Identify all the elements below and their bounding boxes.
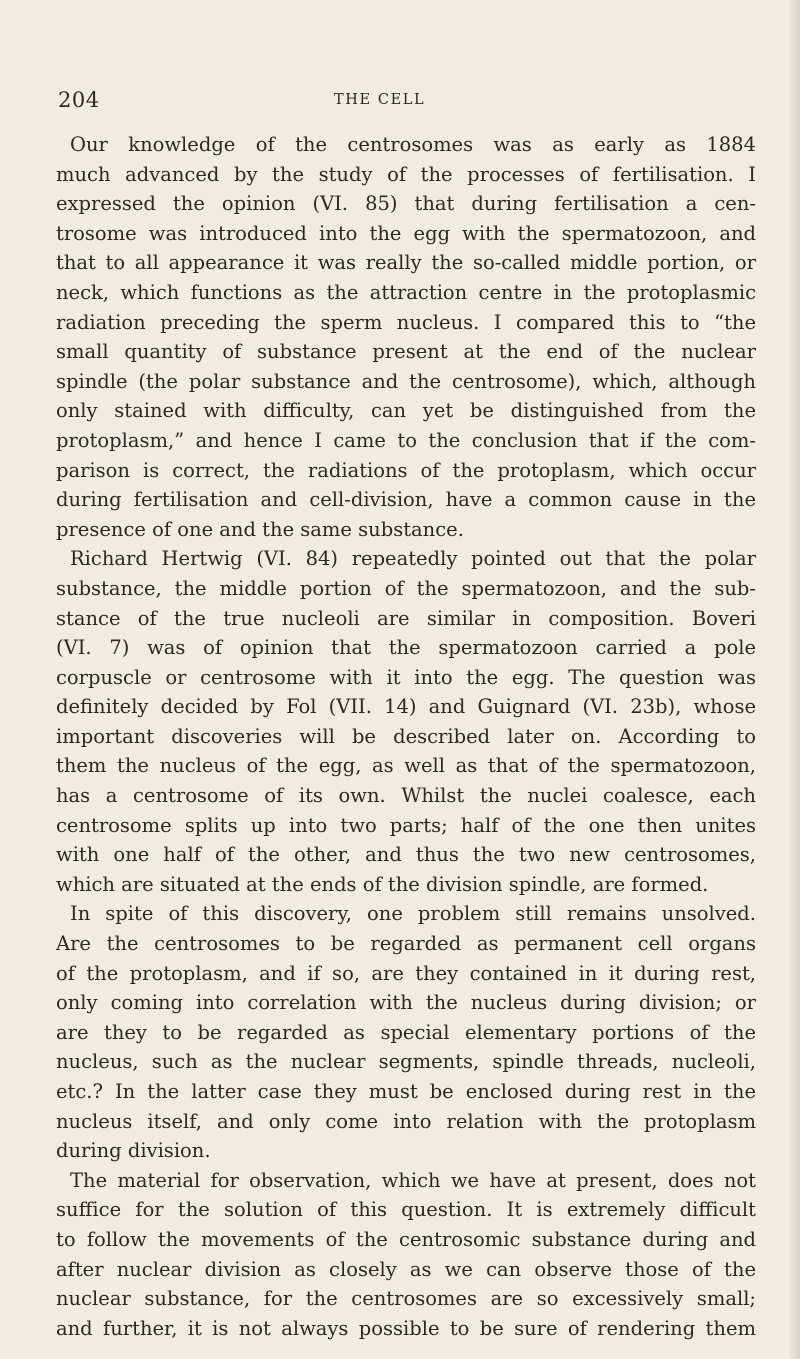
text-line: has a centrosome of its own. Whilst the nuclei coalesce, each [56,784,756,808]
text-line: to follow the movements of the centrosomic substance during and [56,1227,756,1251]
text-line: during division. [56,1139,211,1163]
page-number: 204 [58,88,100,112]
running-head: THE CELL [334,92,426,108]
text-line: expressed the opinion (VI. 85) that during fertilisation a cen- [56,192,756,216]
text-line: nuclear substance, for the centrosomes are so excessively small; [56,1287,756,1311]
text-line: them the nucleus of the egg, as well as that of the spermatozoon, [56,754,756,778]
text-line: trosome was introduced into the egg with the spermatozoon, and [56,221,756,245]
text-line: nucleus itself, and only come into relation with the protoplasm [56,1109,756,1133]
text-line: during fertilisation and cell-division, have a common cause in the [56,488,756,512]
text-line: parison is correct, the radiations of the protoplasm, which occur [56,458,756,482]
text-line: after nuclear division as closely as we can observe those of the [56,1257,756,1281]
text-line: are they to be regarded as special elementary portions of the [56,1020,756,1044]
text-line: centrosome splits up into two parts; half of the one then unites [56,813,756,837]
text-line: stance of the true nucleoli are similar in composition. Boveri [56,606,756,630]
text-line: Richard Hertwig (VI. 84) repeatedly pointed out that the polar [70,547,756,571]
text-line: suffice for the solution of this question. It is extremely difficult [56,1198,756,1222]
text-line: small quantity of substance present at the end of the nuclear [56,340,756,364]
text-line: nucleus, such as the nuclear segments, spindle threads, nucleoli, [56,1050,756,1074]
text-line: important discoveries will be described later on. According to [56,724,756,748]
text-line: (VI. 7) was of opinion that the spermatozoon carried a pole [56,636,756,660]
text-line: etc.? In the latter case they must be enclosed during rest in the [56,1080,756,1103]
text-line: that to all appearance it was really the so-called middle portion, or [56,251,756,275]
text-line: with one half of the other, and thus the two new centrosomes, [56,843,756,867]
text-line: spindle (the polar substance and the centrosome), which, although [56,369,756,393]
text-line: radiation preceding the sperm nucleus. I compared this to “the [56,310,756,334]
text-line: corpuscle or centrosome with it into the egg. The question was [56,665,756,689]
text-line: and further, it is not always possible to be sure of rendering them [56,1316,756,1340]
text-line: only coming into correlation with the nucleus during division; or [56,991,756,1015]
text-line: substance, the middle portion of the spermatozoon, and the sub- [56,576,756,600]
text-line: In spite of this discovery, one problem still remains unsolved. [70,902,756,926]
text-line: only stained with difficulty, can yet be distinguished from the [56,399,756,423]
text-line: definitely decided by Fol (VII. 14) and Guignard (VI. 23b), whose [56,695,756,719]
page-edge-shadow [788,0,800,1359]
text-line: The material for observation, which we have at present, does not [70,1168,756,1192]
text-line: Our knowledge of the centrosomes was as early as 1884 [70,133,756,156]
text-line: protoplasm,” and hence I came to the conclusion that if the com- [56,428,756,452]
text-line: which are situated at the ends of the division spindle, are formed. [56,872,709,896]
text-line: Are the centrosomes to be regarded as permanent cell organs [56,932,756,956]
text-line: of the protoplasm, and if so, are they contained in it during rest, [56,961,756,985]
text-line: presence of one and the same substance. [56,517,464,541]
body-text [56,130,756,1343]
text-line: much advanced by the study of the processes of fertilisation. I [56,162,756,186]
text-line: neck, which functions as the attraction centre in the protoplasmic [56,280,756,304]
